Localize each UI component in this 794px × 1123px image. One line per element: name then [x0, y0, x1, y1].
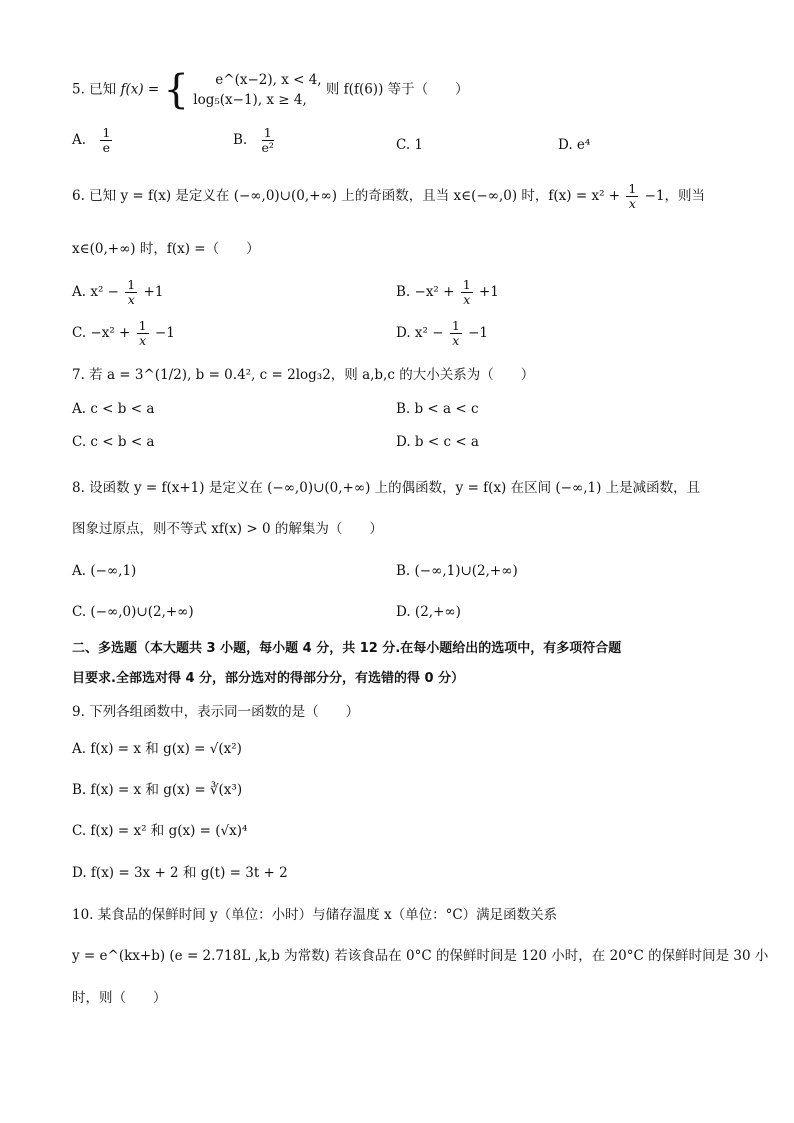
- q7-option-a: A. c < b < a: [72, 401, 155, 417]
- q5-piece-1: e^(x−2), x < 4,: [215, 72, 322, 88]
- q6-a-post: +1: [143, 284, 164, 300]
- q6-c-pre: C. −x² +: [72, 325, 131, 341]
- q10-line-2: y = e^(kx+b) (e = 2.718L ,k,b 为常数) 若该食品在 0°C 的保鲜时间是 120 小时，在 20°C 的保鲜时间是 30 小: [72, 948, 769, 964]
- frac-num: 1: [102, 125, 111, 140]
- q9-option-b: B. f(x) = x 和 g(x) = ∛(x³): [72, 782, 243, 798]
- section-heading-1: 二、多选题（本大题共 3 小题，每小题 4 分，共 12 分.在每小题给出的选项中，有多项符合题: [72, 641, 622, 656]
- q5-fx: f(x) =: [120, 81, 160, 98]
- frac-num: 1: [628, 181, 637, 196]
- q7-option-c: C. c < b < a: [72, 434, 155, 450]
- frac-den: e²: [261, 140, 274, 155]
- q5-option-d: D. e⁴: [558, 137, 591, 153]
- q5-option-a: [72, 126, 114, 155]
- frac-den: e: [102, 140, 111, 155]
- q5-stem: [72, 67, 469, 113]
- q6-a-frac: [125, 278, 137, 307]
- q8-option-b: B. (−∞,1)∪(2,+∞): [396, 563, 518, 579]
- q5-piece-2: log₅(x−1), x ≥ 4,: [193, 92, 307, 108]
- frac-den: x: [452, 333, 460, 348]
- q6-d-frac: [450, 319, 462, 348]
- q6-line-1-text: 6. 已知 y = f(x) 是定义在 (−∞,0)∪(0,+∞) 上的奇函数，且当 x∈(−∞,0) 时，f(x) = x² +: [72, 188, 621, 204]
- frac-num: 1: [262, 126, 274, 141]
- q7-option-b: B. b < a < c: [396, 401, 479, 417]
- q6-line-1-tail: −1，则当: [644, 188, 706, 204]
- q6-a-pre: A. x² −: [72, 284, 119, 300]
- q6-line-2: x∈(0,+∞) 时，f(x) =（ ）: [72, 241, 260, 257]
- q6-d-post: −1: [468, 325, 489, 341]
- q9-stem: 9. 下列各组函数中，表示同一函数的是（ ）: [72, 704, 360, 720]
- q8-option-a: A. (−∞,1): [72, 563, 137, 579]
- q6-c-post: −1: [154, 325, 175, 341]
- q9-option-d: D. f(x) = 3x + 2 和 g(t) = 3t + 2: [72, 865, 288, 881]
- q6-option-a: [72, 278, 163, 307]
- q9-option-a: A. f(x) = x 和 g(x) = √(x²): [72, 741, 242, 757]
- frac-den: x: [139, 333, 147, 348]
- q5-option-a-frac: [100, 126, 112, 155]
- q5-brace: {: [163, 67, 189, 113]
- q5-option-b-frac: [262, 126, 274, 155]
- q6-option-b: [396, 278, 499, 307]
- q10-line-1: 10. 某食品的保鲜时间 y（单位：小时）与储存温度 x（单位：°C）满足函数关系: [72, 907, 558, 923]
- q6-frac: [626, 182, 638, 211]
- q5-option-c: C. 1: [396, 137, 424, 153]
- q5-option-b: [233, 126, 276, 155]
- q10-line-3: 时，则（ ）: [72, 990, 167, 1006]
- frac-num: 1: [138, 318, 147, 333]
- q7-option-d: D. b < c < a: [396, 434, 479, 450]
- q6-option-d: [396, 319, 488, 348]
- frac-num: 1: [127, 277, 136, 292]
- q5-option-b-label: B.: [233, 132, 248, 148]
- frac-num: 1: [462, 277, 471, 292]
- q8-line-2: 图象过原点，则不等式 xf(x) > 0 的解集为（ ）: [72, 521, 383, 537]
- q6-option-c: [72, 319, 175, 348]
- q8-line-1: 8. 设函数 y = f(x+1) 是定义在 (−∞,0)∪(0,+∞) 上的偶函数，y = f(x) 在区间 (−∞,1) 上是减函数，且: [72, 480, 701, 496]
- section-heading-2: 目要求.全部选对得 4 分，部分选对的得部分分，有选错的得 0 分）: [72, 671, 465, 686]
- q8-option-d: D. (2,+∞): [396, 604, 461, 620]
- q7-stem: 7. 若 a = 3^(1/2), b = 0.4², c = 2log₃2，则 a,b,c 的大小关系为（ ）: [72, 367, 535, 383]
- q6-b-frac: [461, 278, 473, 307]
- frac-den: x: [127, 292, 135, 307]
- frac-den: x: [463, 292, 471, 307]
- q5-piecewise: [193, 70, 321, 110]
- q6-b-post: +1: [479, 284, 499, 300]
- q5-option-a-label: A.: [72, 132, 87, 148]
- frac-num: 1: [451, 318, 460, 333]
- q5-stem-text: 5. 已知: [72, 81, 117, 98]
- q6-line-1: [72, 182, 705, 211]
- q8-option-c: C. (−∞,0)∪(2,+∞): [72, 604, 194, 620]
- q6-b-pre: B. −x² +: [396, 284, 455, 300]
- q9-option-c: C. f(x) = x² 和 g(x) = (√x)⁴: [72, 823, 248, 839]
- q6-d-pre: D. x² −: [396, 325, 444, 341]
- q6-c-frac: [137, 319, 149, 348]
- q5-tail: 则 f(f(6)) 等于（ ）: [325, 81, 469, 98]
- frac-den: x: [628, 196, 636, 211]
